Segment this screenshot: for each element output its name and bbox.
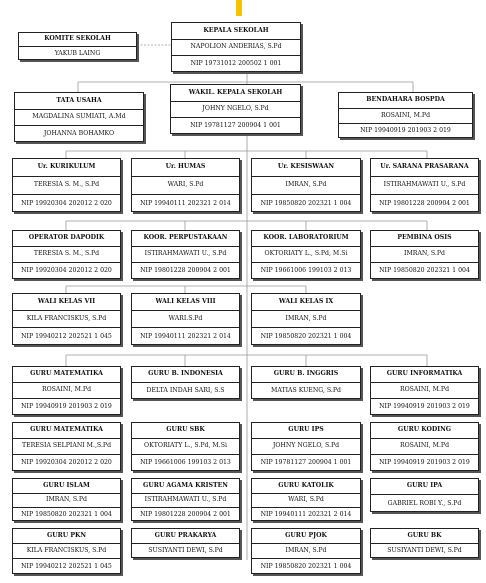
kesiswaan-name: IMRAN, S.Pd — [252, 177, 360, 195]
guru-kristen-nip: NIP 19801228 200904 2 001 — [140, 510, 231, 518]
guru-pjok-box — [251, 528, 361, 574]
guru-koding-nip: NIP 19940919 201903 2 019 — [379, 459, 470, 467]
wali9-nip: NIP 19850820 202321 1 004 — [260, 332, 352, 340]
guru-prakarya-box — [131, 528, 240, 558]
guru-pkn-nip: NIP 19940212 202521 1 045 — [21, 562, 112, 570]
guru-matematika-1-name: ROSAINI, M.Pd — [13, 383, 120, 399]
laboratorium-name: OKTORIATY L., S.Pd, M.Si — [252, 247, 360, 263]
perpustakaan-name: ISTIRAHMAWATI U., S.Pd — [132, 247, 239, 263]
wali9-name: IMRAN, S.Pd — [252, 311, 360, 328]
guru-informatika-title: GURU INFORMATIKA — [371, 367, 478, 383]
guru-matematika-2-nip: NIP 19920304 202012 2 020 — [21, 459, 112, 467]
wakil-name: JOHNY NGELO, S.Pd — [171, 102, 300, 118]
guru-katolik-name: WARI, S.Pd — [252, 494, 360, 508]
laboratorium-title: KOOR. LABORATORIUM — [252, 231, 360, 247]
wali-kelas-7-box — [12, 293, 121, 345]
guru-sbk-name: OKTORIATY L., S.Pd, M.Si — [132, 439, 239, 455]
wali9-title: WALI KELAS IX — [252, 294, 360, 311]
guru-ipa-title: GURU IPA — [371, 479, 478, 495]
guru-pjok-title: GURU PJOK — [252, 529, 360, 544]
osis-title: PEMBINA OSIS — [371, 231, 478, 247]
laboratorium-nip: NIP 19661006 199103 2 013 — [260, 267, 352, 275]
guru-prakarya-name: SUSIYANTI DEWI, S.Pd — [148, 547, 223, 555]
guru-ipa-name: GABRIEL ROBI Y., S.Pd — [387, 499, 462, 507]
komite-name: YAKUB LAING — [54, 49, 101, 57]
guru-katolik-nip: NIP 19940111 202321 2 014 — [260, 510, 352, 518]
guru-informatika-name: ROSAINI, M.Pd — [371, 383, 478, 399]
kurikulum-title: Ur. KURIKULUM — [13, 159, 120, 177]
kepala-title: KEPALA SEKOLAH — [172, 23, 300, 40]
guru-katolik-box — [251, 478, 361, 521]
humas-title: Ur. HUMAS — [132, 159, 239, 177]
kepala-sekolah-box — [171, 22, 301, 72]
ur-kesiswaan-box — [251, 158, 361, 212]
wali8-title: WALI KELAS VIII — [132, 294, 239, 311]
guru-pkn-name: KILA FRANCISKUS, S.Pd — [13, 544, 120, 559]
guru-informatika-box — [370, 366, 479, 415]
guru-pkn-box — [12, 528, 121, 574]
tata-usaha-name-1: MAGDALINA SUMIATI, A.Md — [15, 110, 143, 126]
ur-kurikulum-box — [12, 158, 121, 212]
humas-name: WARI, S.Pd — [132, 177, 239, 195]
ur-humas-box — [131, 158, 240, 212]
guru-matematika-1-title: GURU MATEMATIKA — [13, 367, 120, 383]
wali7-title: WALI KELAS VII — [13, 294, 120, 311]
guru-prakarya-title: GURU PRAKARYA — [132, 529, 239, 544]
guru-binggris-name: MATIAS KUENG, S.Pd — [270, 387, 342, 395]
kepala-name: NAPOLION ANDERIAS, S.Pd — [172, 40, 300, 56]
guru-matematika-1-nip: NIP 19940919 201903 2 019 — [21, 403, 112, 411]
tata-usaha-name-2: JOHANNA BOHAMKO — [43, 130, 115, 138]
komite-title: KOMITE SEKOLAH — [19, 33, 136, 47]
wakil-nip: NIP 19781127 200904 1 001 — [190, 122, 281, 130]
guru-binggris-title: GURU B. INGGRIS — [252, 367, 360, 383]
guru-bk-box — [370, 528, 479, 558]
wali7-nip: NIP 19940212 202521 1 045 — [21, 332, 112, 340]
guru-sbk-nip: NIP 19661006 199103 2 013 — [140, 459, 231, 467]
bendahara-box — [338, 92, 473, 138]
tata-usaha-box — [14, 92, 144, 142]
guru-koding-name: ROSAINI, M.Pd — [371, 439, 478, 455]
perpustakaan-nip: NIP 19801228 200904 2 001 — [140, 267, 231, 275]
guru-islam-title: GURU ISLAM — [13, 479, 120, 494]
kurikulum-name: TERESIA S. M., S.Pd — [13, 177, 120, 195]
dapodik-title: OPERATOR DAPODIK — [13, 231, 120, 247]
bendahara-nip: NIP 19940919 201903 2 019 — [360, 127, 451, 135]
kesiswaan-nip: NIP 19850820 202321 1 004 — [260, 199, 352, 207]
kurikulum-nip: NIP 19920304 202012 2 020 — [21, 199, 112, 207]
guru-ips-nip: NIP 19781127 200904 1 001 — [260, 459, 352, 467]
pembina-osis-box — [370, 230, 479, 279]
guru-sbk-box — [131, 422, 240, 471]
wali8-nip: NIP 19940111 202321 2 014 — [140, 332, 231, 340]
guru-ips-name: JOHNY NGELO, S.Pd — [252, 439, 360, 455]
guru-koding-box — [370, 422, 479, 471]
kesiswaan-title: Ur. KESISWAAN — [252, 159, 360, 177]
guru-katolik-title: GURU KATOLIK — [252, 479, 360, 494]
humas-nip: NIP 19940111 202321 2 014 — [140, 199, 231, 207]
guru-pjok-nip: NIP 19850820 202321 1 004 — [260, 562, 352, 570]
guru-matematika-2-title: GURU MATEMATIKA — [13, 423, 120, 439]
wakil-kepala-box — [170, 84, 301, 134]
sarana-title: Ur. SARANA PRASARANA — [371, 159, 478, 177]
dapodik-name: TERESIA S. M., S.Pd — [13, 247, 120, 263]
sarana-name: ISTIRAHMAWATI U., S.Pd — [371, 177, 478, 195]
koor-laboratorium-box — [251, 230, 361, 279]
guru-kristen-box — [131, 478, 240, 521]
guru-matematika-1-box — [12, 366, 121, 415]
guru-kristen-title: GURU AGAMA KRISTEN — [132, 479, 239, 494]
guru-pjok-name: IMRAN, S.Pd — [252, 544, 360, 559]
guru-bk-title: GURU BK — [371, 529, 478, 544]
guru-islam-nip: NIP 19850820 202321 1 004 — [21, 510, 112, 518]
wali-kelas-9-box — [251, 293, 361, 345]
guru-sbk-title: GURU SBK — [132, 423, 239, 439]
bendahara-title: BENDAHARA BOSPDA — [339, 93, 472, 109]
guru-islam-box — [12, 478, 121, 521]
guru-ips-box — [251, 422, 361, 471]
guru-islam-name: IMRAN, S.Pd — [13, 494, 120, 508]
wali-kelas-8-box — [131, 293, 240, 345]
guru-ipa-box — [370, 478, 479, 512]
perpustakaan-title: KOOR. PERPUSTAKAAN — [132, 231, 239, 247]
guru-pkn-title: GURU PKN — [13, 529, 120, 544]
komite-sekolah-box — [18, 32, 137, 60]
tata-usaha-title: TATA USAHA — [15, 93, 143, 110]
guru-matematika-2-box — [12, 422, 121, 471]
guru-bindo-name: DELTA INDAH SARI, S.S — [146, 387, 225, 395]
bendahara-name: ROSAINI, M.Pd — [339, 109, 472, 124]
guru-kristen-name: ISTIRAHMAWATI U., S.Pd — [132, 494, 239, 508]
kepala-nip: NIP 19731012 200502 1 001 — [190, 60, 282, 68]
guru-koding-title: GURU KODING — [371, 423, 478, 439]
guru-informatika-nip: NIP 19940919 201903 2 019 — [379, 403, 470, 411]
osis-nip: NIP 19850820 202321 1 004 — [379, 267, 470, 275]
ur-sarana-box — [370, 158, 479, 212]
guru-binggris-box — [251, 366, 361, 399]
dapodik-nip: NIP 19920304 202012 2 020 — [21, 267, 112, 275]
operator-dapodik-box — [12, 230, 121, 279]
sarana-nip: NIP 19801228 200904 2 001 — [379, 199, 470, 207]
wakil-title: WAKIL. KEPALA SEKOLAH — [171, 85, 300, 102]
koor-perpustakaan-box — [131, 230, 240, 279]
guru-ips-title: GURU IPS — [252, 423, 360, 439]
wali8-name: WARI.S.Pd — [132, 311, 239, 328]
guru-matematika-2-name: TERESIA SELPIANI M.,S.Pd — [13, 439, 120, 455]
guru-bindo-box — [131, 366, 240, 399]
wali7-name: KILA FRANCISKUS, S.Pd — [13, 311, 120, 328]
guru-bindo-title: GURU B. INDONESIA — [132, 367, 239, 383]
guru-bk-name: SUSIYANTI DEWI, S.Pd — [387, 547, 462, 555]
osis-name: IMRAN, S.Pd — [371, 247, 478, 263]
